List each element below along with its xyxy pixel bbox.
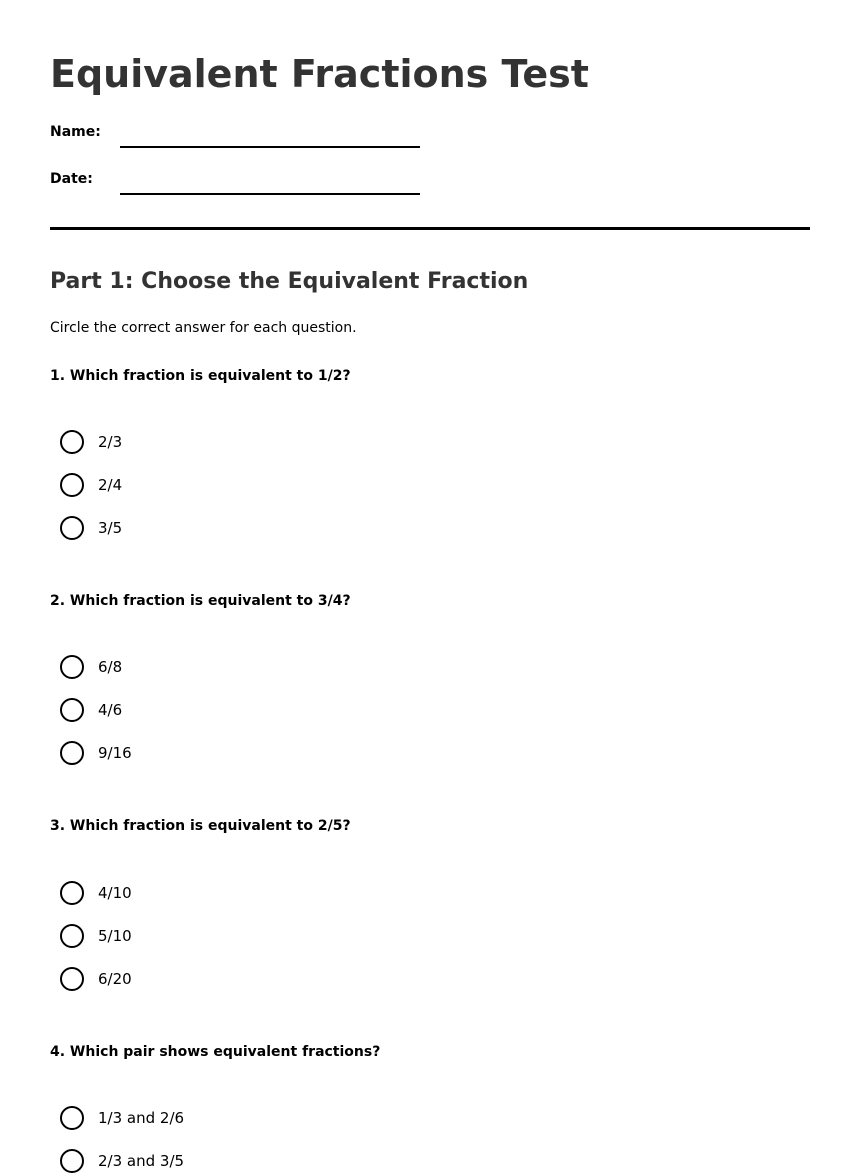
answer-option[interactable] (60, 698, 360, 724)
answer-label: 2/3 and 3/5 (98, 1152, 185, 1170)
answer-label: 1/3 and 2/6 (98, 1109, 185, 1127)
name-line[interactable] (120, 146, 420, 148)
question-text: 1. Which fraction is equivalent to 1/2? (50, 368, 351, 384)
answer-bubble[interactable] (60, 924, 84, 948)
answer-label: 2/4 (98, 476, 123, 494)
question-text: 3. Which fraction is equivalent to 2/5? (50, 818, 351, 834)
answer-label: 6/8 (98, 658, 123, 676)
answer-bubble[interactable] (60, 430, 84, 454)
name-label: Name: (50, 124, 101, 140)
answer-label: 6/20 (98, 970, 132, 988)
answer-label: 4/10 (98, 884, 132, 902)
answer-option[interactable] (60, 1106, 360, 1132)
date-label: Date: (50, 171, 93, 187)
answer-option[interactable] (60, 473, 360, 499)
answer-label: 5/10 (98, 927, 132, 945)
answer-label: 9/16 (98, 744, 132, 762)
answer-bubble[interactable] (60, 698, 84, 722)
answer-option[interactable] (60, 655, 360, 681)
part-1-title: Part 1: Choose the Equivalent Fraction (50, 269, 529, 294)
answer-bubble[interactable] (60, 881, 84, 905)
page-title: Equivalent Fractions Test (50, 52, 589, 96)
answer-option[interactable] (60, 1149, 360, 1175)
answer-bubble[interactable] (60, 655, 84, 679)
answer-label: 3/5 (98, 519, 123, 537)
answer-option[interactable] (60, 967, 360, 993)
answer-option[interactable] (60, 924, 360, 950)
answer-label: 2/3 (98, 433, 123, 451)
header-divider (50, 227, 810, 230)
answer-option[interactable] (60, 741, 360, 767)
answer-bubble[interactable] (60, 1149, 84, 1173)
answer-bubble[interactable] (60, 1106, 84, 1130)
name-field (50, 122, 470, 152)
answer-bubble[interactable] (60, 967, 84, 991)
answer-option[interactable] (60, 430, 360, 456)
answer-label: 4/6 (98, 701, 123, 719)
answer-bubble[interactable] (60, 473, 84, 497)
question-text: 4. Which pair shows equivalent fractions? (50, 1044, 381, 1060)
part-1-instructions: Circle the correct answer for each question. (50, 320, 357, 336)
date-field (50, 169, 470, 199)
answer-bubble[interactable] (60, 741, 84, 765)
answer-bubble[interactable] (60, 516, 84, 540)
question-text: 2. Which fraction is equivalent to 3/4? (50, 593, 351, 609)
answer-option[interactable] (60, 516, 360, 542)
answer-option[interactable] (60, 881, 360, 907)
date-line[interactable] (120, 193, 420, 195)
